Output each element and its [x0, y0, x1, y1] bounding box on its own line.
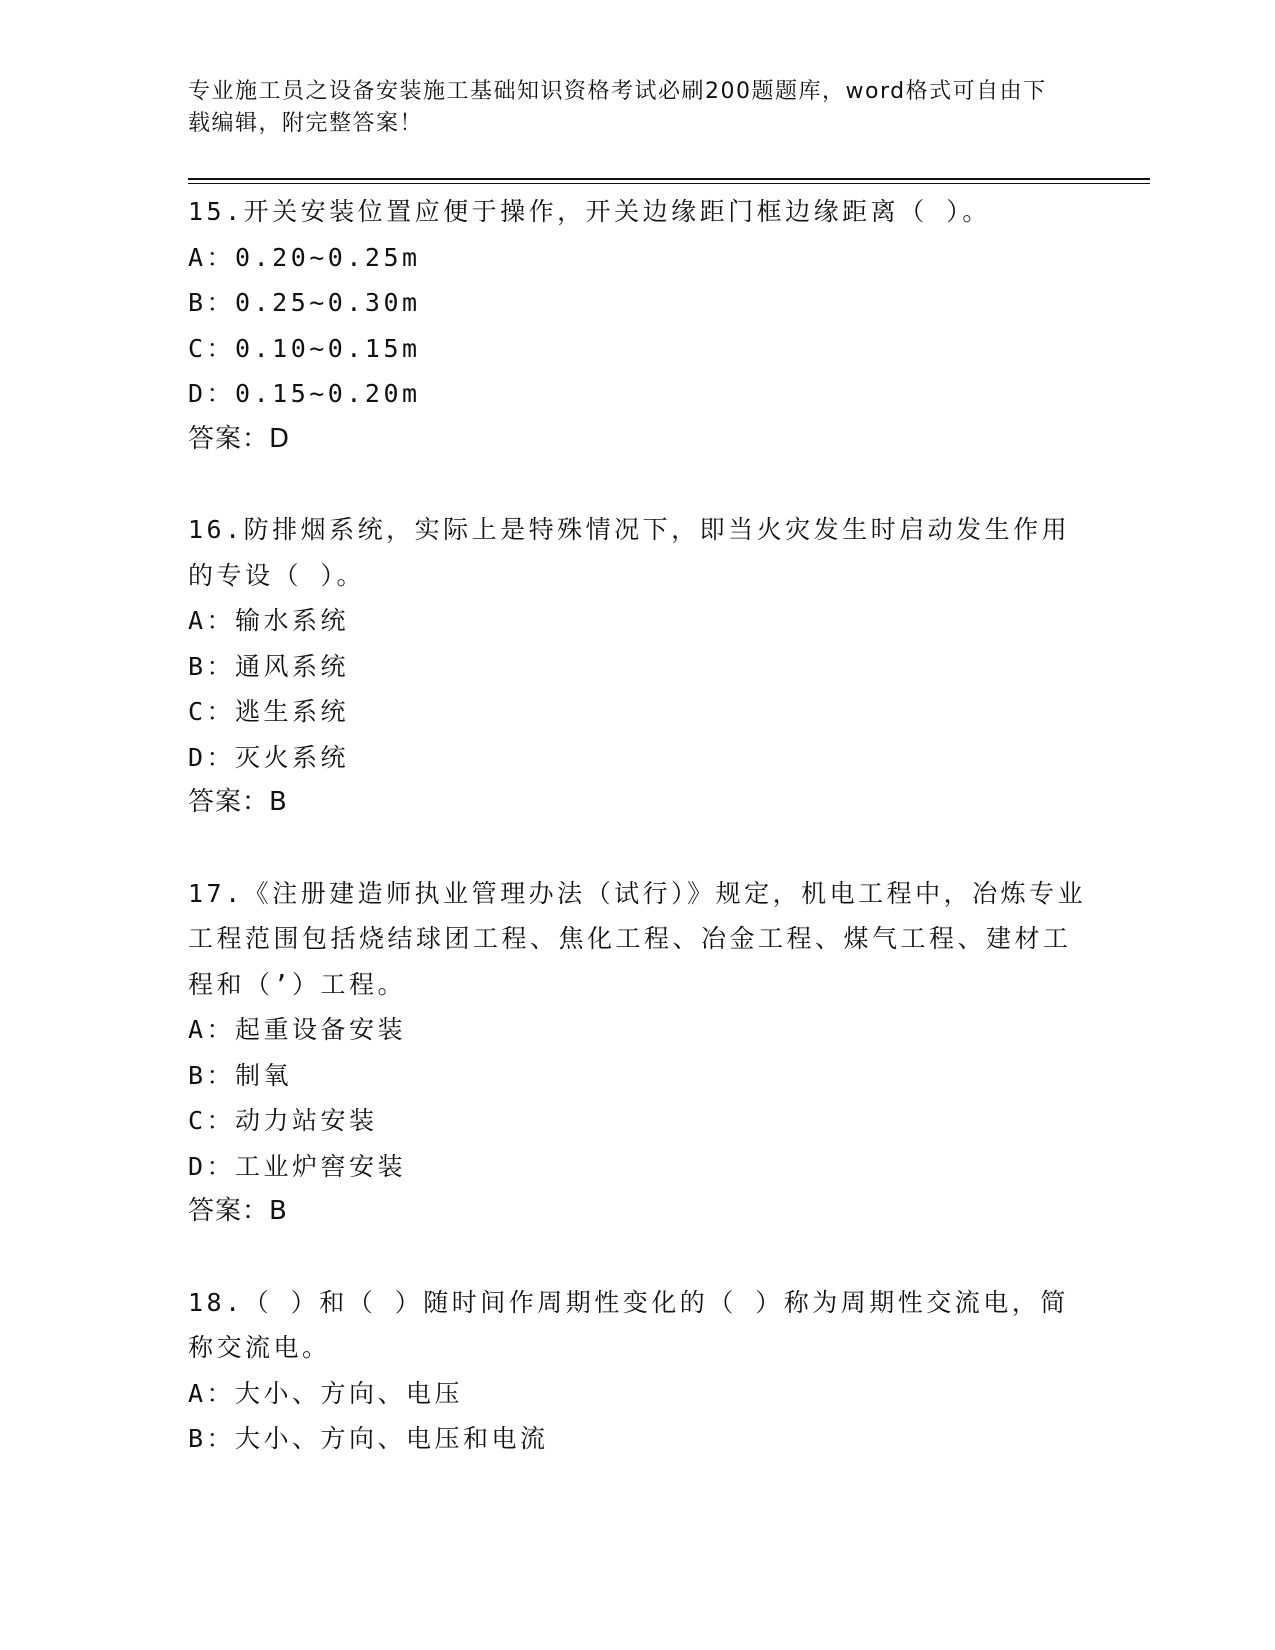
option-b: B：通风系统: [188, 651, 350, 681]
answer-line: 答案：B: [188, 787, 288, 817]
option-a: A：大小、方向、电压: [188, 1378, 464, 1408]
document-header: [188, 76, 1068, 140]
option-a: A：输水系统: [188, 606, 350, 635]
option-b: B：0.25~0.30m: [188, 288, 421, 317]
question-list: [188, 189, 1088, 1507]
option-a: A：0.20~0.25m: [188, 242, 421, 272]
option-d: D：0.15~0.20m: [188, 379, 421, 408]
answer-line: 答案：D: [188, 423, 291, 454]
question-stem: 18.（ ）和（ ）随时间作周期性变化的（ ）称为周期性交流电，简称交流电。: [188, 1287, 1069, 1362]
option-a: A：起重设备安装: [188, 1015, 407, 1044]
question-stem: 16.防排烟系统，实际上是特殊情况下，即当火灾发生时启动发生作用的专设（ ）。: [188, 515, 1071, 590]
header-divider-thick: [188, 178, 1150, 180]
question-18: [188, 1280, 1088, 1462]
question-17: [188, 871, 1088, 1235]
option-d: D：灭火系统: [188, 742, 350, 772]
header-title: 专业施工员之设备安装施工基础知识资格考试必刷200题题库，word格式可自由下载编辑，附完整答案！: [188, 79, 1047, 136]
option-c: C：动力站安装: [188, 1106, 378, 1135]
option-c: C：0.10~0.15m: [188, 333, 421, 363]
header-divider-thin: [188, 183, 1150, 184]
option-d: D：工业炉窖安装: [188, 1151, 407, 1181]
option-b: B：制氧: [188, 1060, 293, 1090]
option-b: B：大小、方向、电压和电流: [188, 1424, 549, 1453]
question-stem: 15.开关安装位置应便于操作，开关边缘距门框边缘距离（ ）。: [188, 197, 991, 226]
question-16: [188, 507, 1088, 826]
question-stem: 17.《注册建造师执业管理办法（试行）》规定，机电工程中，冶炼专业工程范围包括烧结球团工程、焦化工程、冶金工程、煤气工程、建材工程和（’）工程。: [188, 878, 1087, 999]
question-15: [188, 189, 1088, 462]
answer-line: 答案：B: [188, 1196, 288, 1226]
option-c: C：逃生系统: [188, 697, 350, 726]
